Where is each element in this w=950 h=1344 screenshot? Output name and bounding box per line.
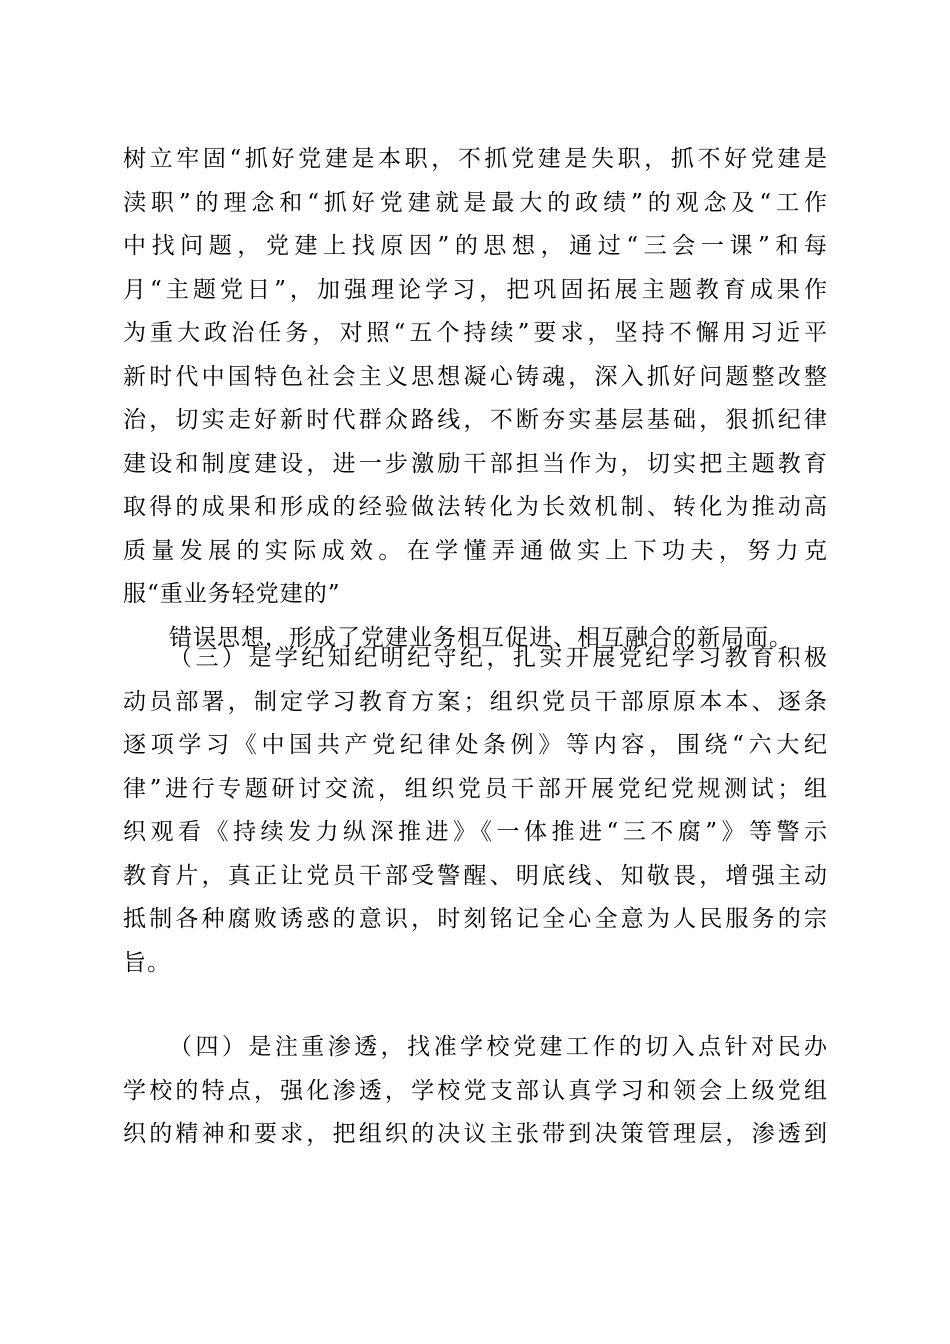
text-line: 服“重业务轻党建的” xyxy=(123,581,341,607)
text-line: 逐项学习《中国共产党纪律处条例》等内容，围绕“六大纪 xyxy=(123,732,828,758)
text-line: 旨。 xyxy=(123,949,171,976)
body-text-middle xyxy=(123,637,828,985)
paragraph-1 xyxy=(123,138,828,617)
text-line: 树立牢固“抓好党建是本职，不抓党建是失职，抓不好党建是 xyxy=(123,146,828,172)
paragraph-4 xyxy=(123,1026,828,1157)
text-line: 治，切实走好新时代群众路线，不断夯实基层基础，狠抓纪律 xyxy=(123,407,828,433)
text-line: 织的精神和要求，把组织的决议主张带到决策管理层，渗透到 xyxy=(123,1121,828,1147)
text-line: 渎职”的理念和“抓好党建就是最大的政绩”的观念及“工作 xyxy=(123,189,828,216)
text-line: （三）是学纪知纪明纪守纪，扎实开展党纪学习教育积极 xyxy=(169,645,828,671)
text-line: 学校的特点，强化渗透，学校党支部认真学习和领会上级党组 xyxy=(123,1077,828,1104)
text-line: 建设和制度建设，进一步激励干部担当作为，切实把主题教育 xyxy=(123,450,828,477)
text-line: 律”进行专题研讨交流，组织党员干部开展党纪党规测试；组 xyxy=(123,775,828,802)
text-line: 织观看《持续发力纵深推进》《一体推进“三不腐”》等警示 xyxy=(123,819,828,845)
text-line: 质量发展的实际成效。在学懂弄通做实上下功夫，努力克 xyxy=(123,537,828,564)
text-line: 教育片，真正让党员干部受警醒、明底线、知敬畏，增强主动 xyxy=(123,862,828,889)
body-text-top xyxy=(123,138,828,660)
text-line: 错误思想，形成了党建业务相互促进、相互融合的新局面。 xyxy=(169,624,793,651)
paragraph-3 xyxy=(123,637,828,985)
text-line: 为重大政治任务，对照“五个持续”要求，坚持不懈用习近平 xyxy=(123,320,828,346)
text-line: 中找问题，党建上找原因”的思想，通过“三会一课”和每 xyxy=(123,233,828,259)
text-line: 新时代中国特色社会主义思想凝心铸魂，深入抓好问题整改整 xyxy=(123,363,828,390)
text-line: 取得的成果和形成的经验做法转化为长效机制、转化为推动高 xyxy=(123,494,828,520)
text-line: 抵制各种腐败诱惑的意识，时刻铭记全心全意为人民服务的宗 xyxy=(123,906,828,932)
body-text-bottom xyxy=(123,1026,828,1157)
text-line: 动员部署，制定学习教育方案；组织党员干部原原本本、逐条 xyxy=(123,688,828,715)
text-line: 月“主题党日”，加强理论学习，把巩固拓展主题教育成果作 xyxy=(123,276,828,303)
text-line: （四）是注重渗透，找准学校党建工作的切入点针对民办 xyxy=(169,1034,828,1060)
